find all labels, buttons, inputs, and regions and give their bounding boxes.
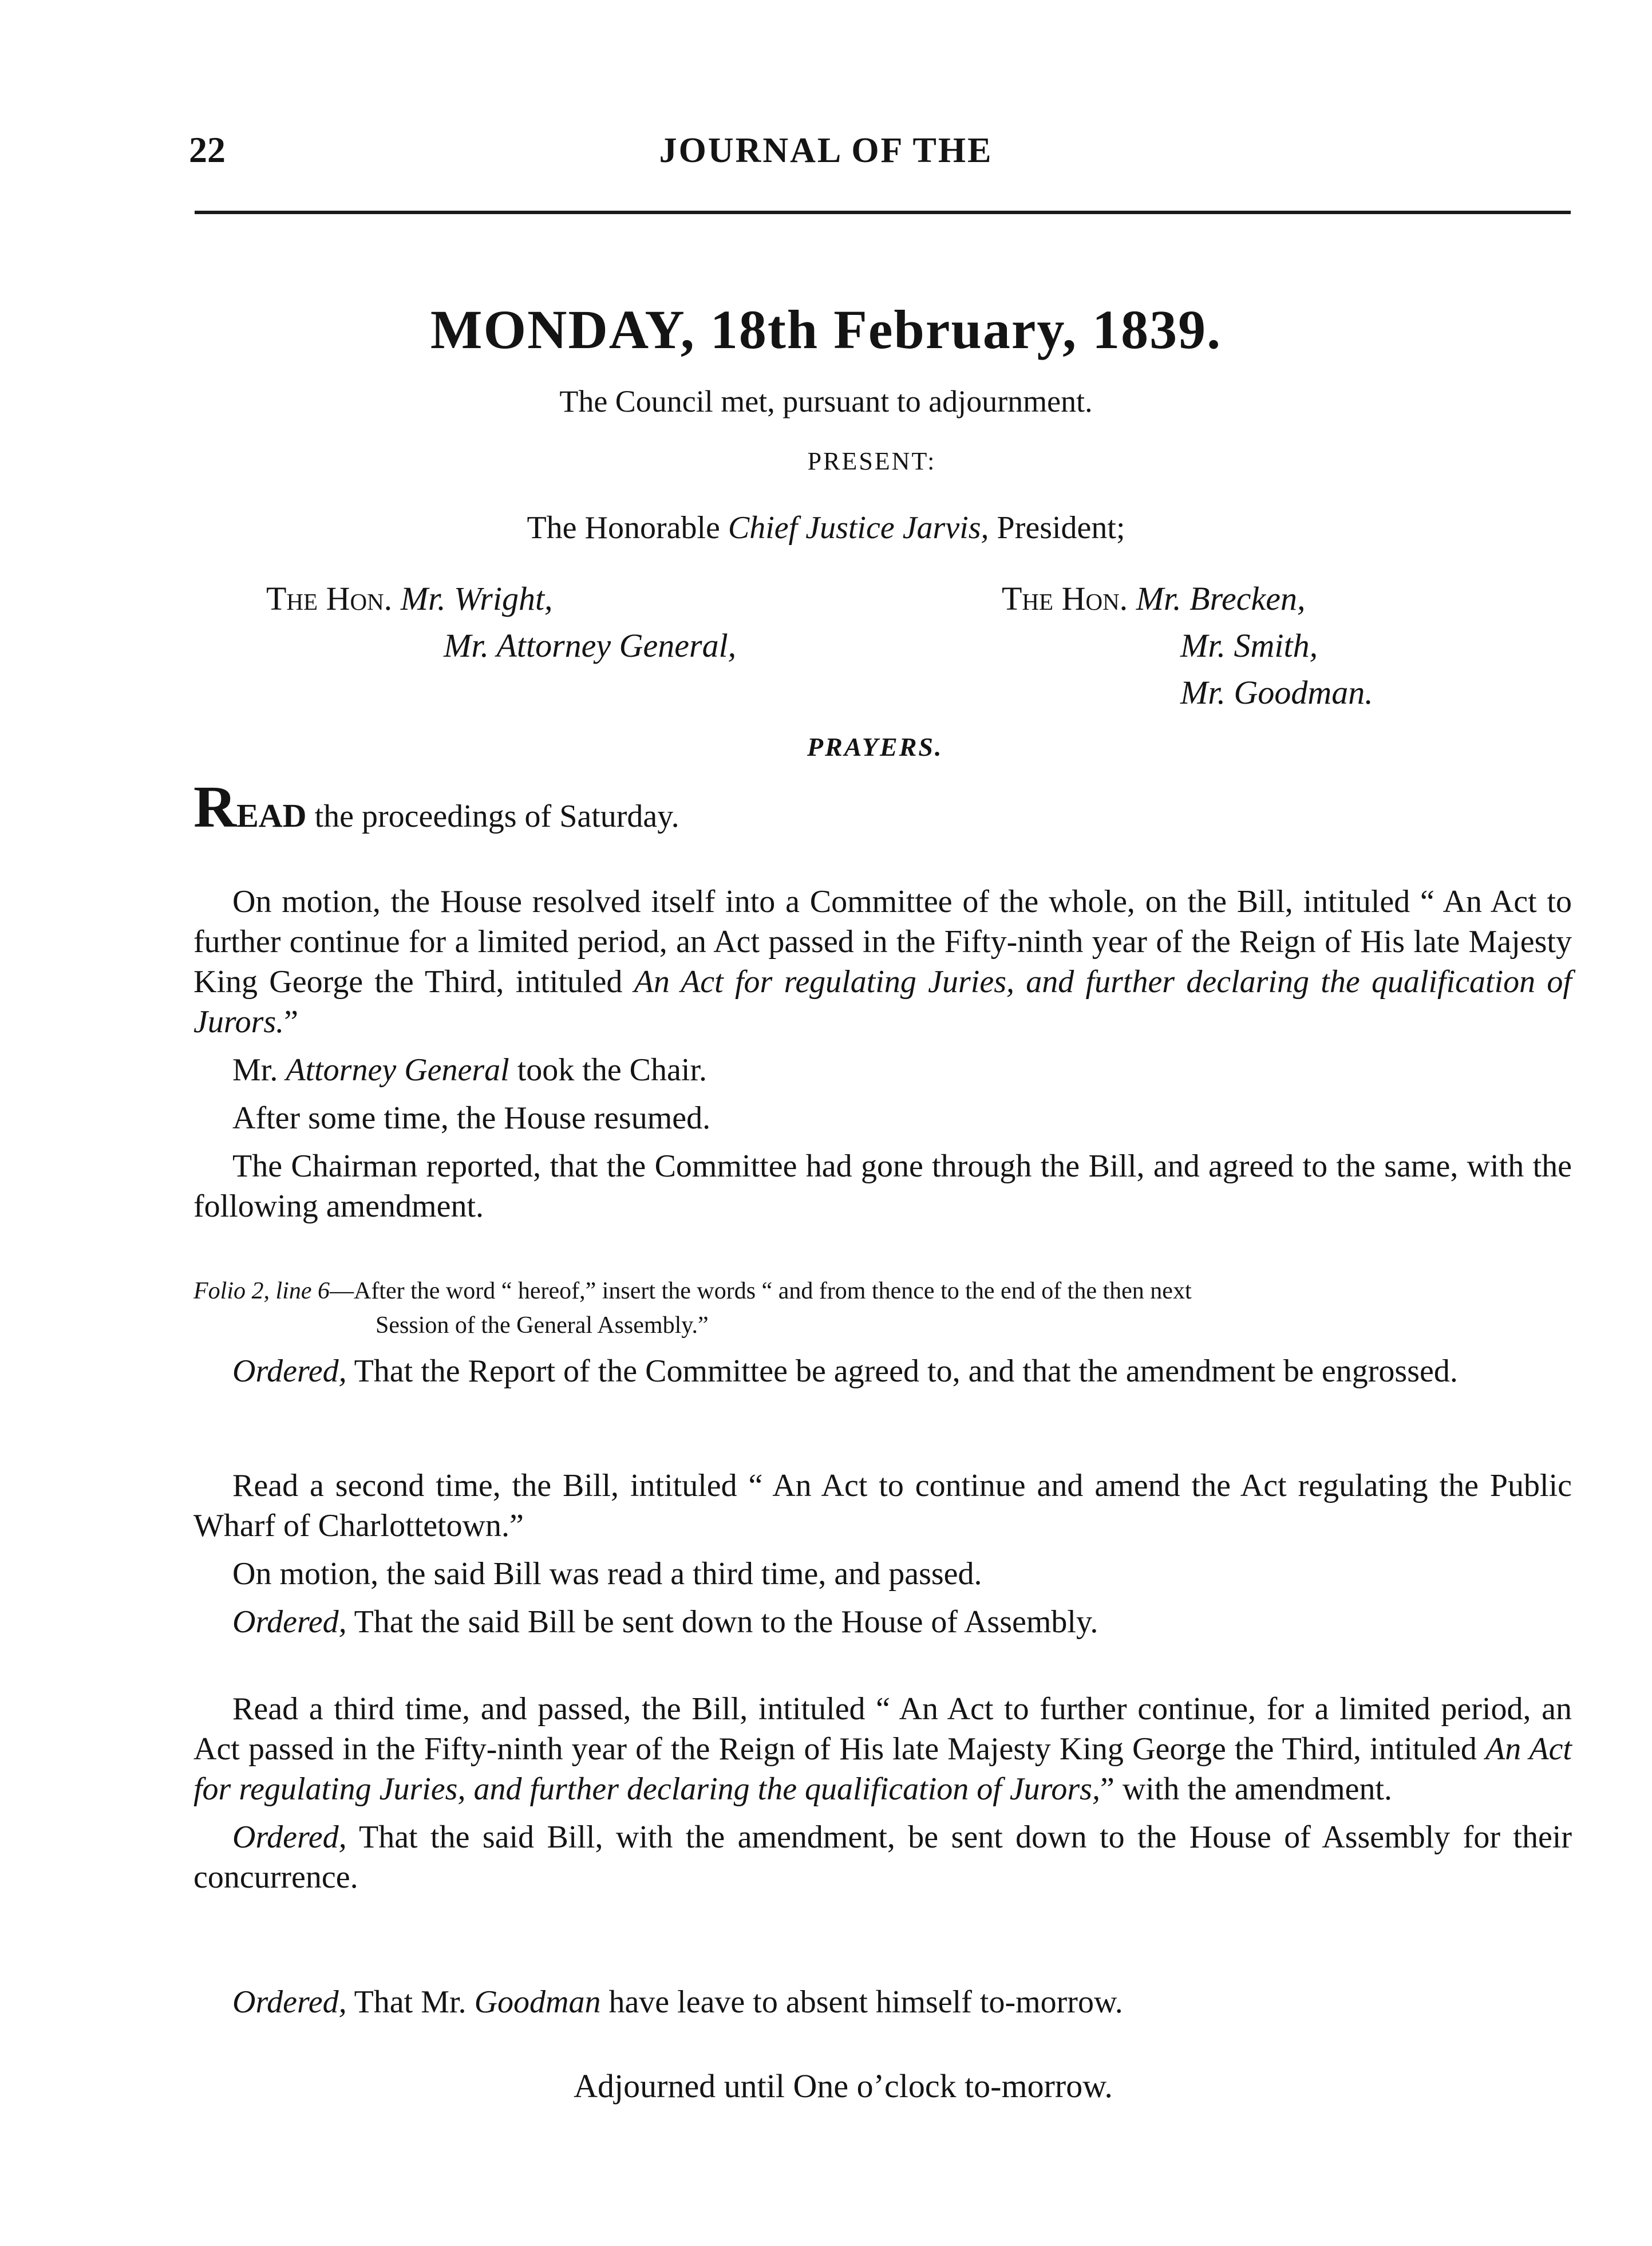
- text-run: That the Report of the Committee be agreed to, and that the amendment be engrossed.: [346, 1353, 1458, 1389]
- text-run: On motion, the House resolved itself into a Committee of the whole, on the Bill, intituled “ An Act to further continue for a limited period, an Act passed in the Fifty-ninth year of the Reign of His late Majesty King George the Third, intituled: [193, 884, 1572, 1000]
- committee-block: [193, 882, 1572, 1226]
- prayers-label: PRAYERS.: [807, 732, 943, 761]
- member-name: Mr. Smith,: [1180, 627, 1318, 664]
- member-right-2: [1180, 622, 1318, 669]
- ordered-word: Ordered,: [232, 1604, 347, 1640]
- folio-reference: Folio 2, line 6: [193, 1278, 330, 1304]
- wharf-bill-block: [193, 1466, 1572, 1642]
- read-lead: EAD: [236, 797, 307, 834]
- text-run: Mr.: [232, 1052, 286, 1088]
- president-suffix: President;: [989, 510, 1125, 546]
- met-line: The Council met, pursuant to adjournment.: [559, 384, 1093, 419]
- text-run: ” with the amendment.: [1100, 1771, 1393, 1807]
- text-run: Read a third time, and passed, the Bill, intituled “ An Act to further continue, for a limited period, an Act passed in the Fifty-ninth year of the Reign of His late Majesty King George the Third, intituled: [193, 1691, 1572, 1767]
- ordered-report-block: [193, 1351, 1572, 1391]
- header-rule: [195, 211, 1571, 214]
- hon-prefix-left: The Hon.: [266, 580, 401, 617]
- member-name: Mr. Attorney General,: [444, 627, 737, 664]
- date-heading: MONDAY, 18th February, 1839.: [430, 299, 1222, 360]
- amendment-text: —After the word “ hereof,” insert the words “ and from thence to the end of the then next: [329, 1278, 1192, 1304]
- paragraph-report: The Chairman reported, that the Committee had gone through the Bill, and agreed to the same, with the following amendment.: [193, 1148, 1572, 1224]
- paragraph-resumed: After some time, the House resumed.: [232, 1100, 711, 1136]
- act-title: An Act for regulating Juries, and further declaring the qualification of Jurors.: [193, 964, 1572, 1040]
- president-prefix: The Honorable: [527, 510, 728, 546]
- member-name: Mr. Brecken,: [1136, 580, 1306, 617]
- paragraph-ordered-report: [193, 1351, 1572, 1391]
- act-title: An Act for regulating Juries, and further declaring the qualification of Jurors,: [193, 1731, 1572, 1807]
- amendment-continuation: Session of the General Assembly.”: [376, 1312, 709, 1339]
- member-left-1: [266, 575, 553, 622]
- drop-cap: R: [193, 774, 237, 840]
- read-proceedings-line: [193, 774, 679, 840]
- member-name: Goodman: [474, 1984, 601, 2020]
- member-name: Mr. Goodman.: [1180, 674, 1373, 711]
- paragraph-juries-bill: [193, 1689, 1572, 1809]
- amendment-note: [193, 1274, 1572, 1343]
- running-head: JOURNAL OF THE: [659, 131, 993, 170]
- hon-prefix-right: The Hon.: [1002, 580, 1136, 617]
- member-name: Attorney General: [286, 1052, 509, 1088]
- text-run: took the Chair.: [509, 1052, 707, 1088]
- text-run: ”: [284, 1004, 299, 1040]
- paragraph-chair: [193, 1050, 1572, 1090]
- ordered-word: Ordered,: [232, 1984, 347, 2020]
- paragraph-concurrence: [193, 1817, 1572, 1897]
- paragraph-third-reading: On motion, the said Bill was read a third time, and passed.: [232, 1556, 982, 1592]
- president-line: [0, 510, 1652, 546]
- member-name: Mr. Wright,: [400, 580, 553, 617]
- paragraph-committee-motion: [193, 882, 1572, 1042]
- text-run: That Mr.: [346, 1984, 475, 2020]
- read-rest: the proceedings of Saturday.: [306, 799, 679, 834]
- member-left-2: [444, 622, 736, 669]
- text-run: That the said Bill be sent down to the House of Assembly.: [346, 1604, 1098, 1640]
- member-right-3: [1180, 669, 1373, 716]
- president-name: Chief Justice Jarvis,: [728, 510, 989, 546]
- text-run: have leave to absent himself to-morrow.: [600, 1984, 1123, 2020]
- paragraph-wharf-bill: Read a second time, the Bill, intituled “ An Act to continue and amend the Act regulating the Public Wharf of Charlottetown.”: [193, 1468, 1572, 1544]
- page-number: 22: [189, 129, 226, 170]
- ordered-word: Ordered,: [232, 1819, 347, 1855]
- present-label: PRESENT:: [807, 447, 936, 475]
- text-run: That the said Bill, with the amendment, be sent down to the House of Assembly for their concurrence.: [193, 1819, 1572, 1895]
- ordered-word: Ordered,: [232, 1353, 347, 1389]
- adjourned-line: Adjourned until One o’clock to-morrow.: [574, 2067, 1113, 2105]
- paragraph-leave: [193, 1982, 1572, 2022]
- juries-bill-block: [193, 1689, 1572, 1897]
- leave-block: [193, 1982, 1572, 2022]
- member-right-1: [1002, 575, 1305, 622]
- paragraph-sent-down: [193, 1602, 1572, 1642]
